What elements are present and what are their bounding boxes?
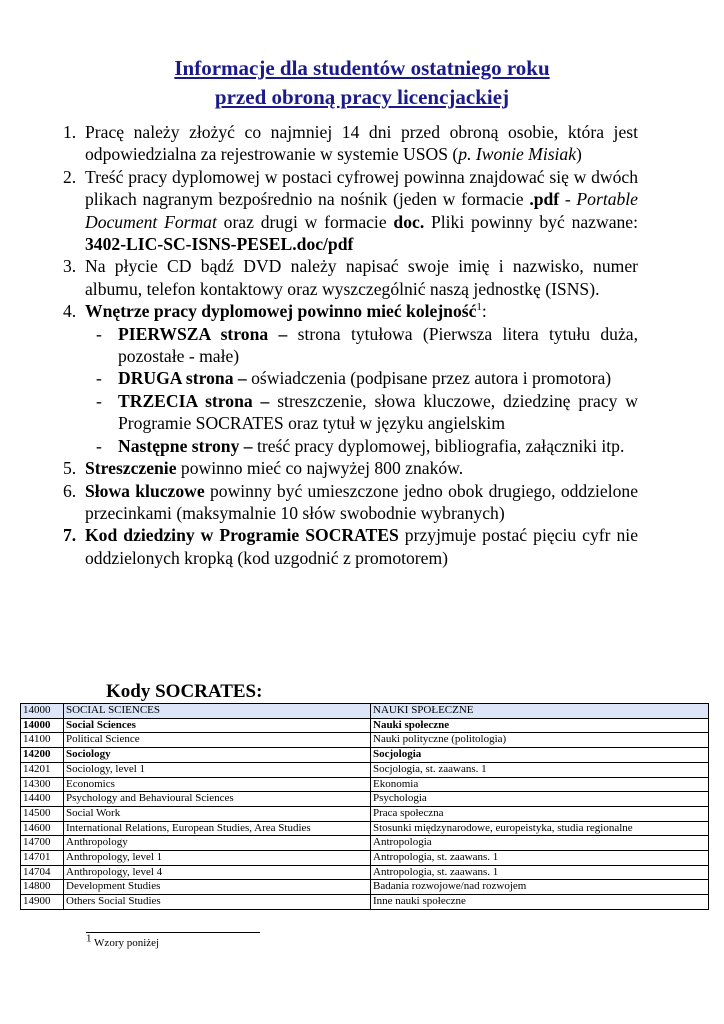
table-cell-pl: Ekonomia (371, 777, 709, 792)
table-cell-en: Psychology and Behavioural Sciences (64, 792, 371, 807)
table-cell-code: 14000 (21, 704, 64, 719)
table-cell-code: 14900 (21, 895, 64, 910)
table-cell-code: 14400 (21, 792, 64, 807)
table-cell-pl: Nauki polityczne (politologia) (371, 733, 709, 748)
table-row (21, 718, 709, 733)
sub-item-1: - PIERWSZA strona – strona tytułowa (Pierwsza litera tytułu duża, pozostałe - małe) (96, 323, 638, 367)
sub-item-2: - DRUGA strona – oświadczenia (podpisane przez autora i promotora) (96, 368, 612, 389)
table-cell-pl: Praca społeczna (371, 806, 709, 821)
table-cell-en: Sociology (64, 748, 371, 763)
table-cell-en: International Relations, European Studies, Area Studies (64, 821, 371, 836)
table-cell-en: Development Studies (64, 880, 371, 895)
table-cell-code: 14700 (21, 836, 64, 851)
table-cell-code: 14200 (21, 748, 64, 763)
table-cell-pl: Socjologia, st. zaawans. 1 (371, 762, 709, 777)
table-cell-en: Sociology, level 1 (64, 762, 371, 777)
table-cell-en: Economics (64, 777, 371, 792)
footnote: $^1$ Wzory poniżej (86, 932, 160, 949)
instructions-list (63, 121, 638, 569)
table-cell-code: 14201 (21, 762, 64, 777)
table-cell-pl: Antropologia, st. zaawans. 1 (371, 851, 709, 866)
table-cell-en: Social Sciences (64, 718, 371, 733)
table-cell-pl: Nauki społeczne (371, 718, 709, 733)
table-cell-code: 14100 (21, 733, 64, 748)
footnote-ref: 1 (476, 301, 482, 314)
list-item-5: 5. Streszczenie powinno mieć co najwyżej 800 znaków. (63, 458, 464, 479)
list-item-3: 3. Na płycie CD bądź DVD należy napisać swoje imię i nazwisko, numer albumu, telefon kontaktowy oraz wyszczególnić naszą jednostkę (ISNS). (63, 256, 638, 299)
table-cell-pl: Antropologia, st. zaawans. 1 (371, 865, 709, 880)
table-cell-code: 14000 (21, 718, 64, 733)
table-row (21, 806, 709, 821)
table-cell-pl: NAUKI SPOŁECZNE (371, 704, 709, 719)
table-cell-code: 14500 (21, 806, 64, 821)
sub-item-4: - Następne strony – treść pracy dyplomowej, bibliografia, załączniki itp. (96, 435, 625, 456)
table-cell-code: 14800 (21, 880, 64, 895)
table-cell-pl: Stosunki międzynarodowe, europeistyka, studia regionalne (371, 821, 709, 836)
table-cell-pl: Socjologia (371, 748, 709, 763)
title-line-2: przed obroną pracy licencjackiej (214, 85, 510, 109)
table-cell-en: Political Science (64, 733, 371, 748)
table-cell-code: 14701 (21, 851, 64, 866)
table-row (21, 880, 709, 895)
socrates-codes-table (20, 703, 709, 910)
table-cell-en: SOCIAL SCIENCES (64, 704, 371, 719)
table-row (21, 762, 709, 777)
list-item-7: 7. Kod dziedziny w Programie SOCRATES przyjmuje postać pięciu cyfr nie oddzielonych kropką (kod uzgodnić z promotorem) (63, 525, 639, 568)
table-row (21, 704, 709, 719)
table-row (21, 821, 709, 836)
table-row (21, 851, 709, 866)
table-cell-code: 14300 (21, 777, 64, 792)
table-cell-en: Anthropology (64, 836, 371, 851)
list-item-2: 2. Treść pracy dyplomowej w postaci cyfrowej powinna znajdować się w dwóch plikach nagranym bezpośrednio na nośnik (jeden w formacie .pdf - Portable Document Format oraz drugi w formacie doc. Pliki powinny być nazwane: 3402-LIC-SC-ISNS-PESEL.doc/pdf (63, 166, 638, 255)
footnote-separator (86, 932, 260, 933)
table-row (21, 733, 709, 748)
table-cell-en: Anthropology, level 1 (64, 851, 371, 866)
table-cell-code: 14600 (21, 821, 64, 836)
table-row (21, 865, 709, 880)
table-row (21, 792, 709, 807)
table-cell-pl: Antropologia (371, 836, 709, 851)
title-line-1: Informacje dla studentów ostatniego roku (174, 56, 550, 80)
table-cell-pl: Badania rozwojowe/nad rozwojem (371, 880, 709, 895)
table-row (21, 836, 709, 851)
list-item-4: 4. Wnętrze pracy dyplomowej powinno mieć kolejność$^1$: (63, 301, 487, 322)
table-cell-pl: Psychologia (371, 792, 709, 807)
codes-heading: Kody SOCRATES: (106, 681, 263, 702)
table-row (21, 895, 709, 910)
table-cell-en: Others Social Studies (64, 895, 371, 910)
table-cell-code: 14704 (21, 865, 64, 880)
table-cell-en: Anthropology, level 4 (64, 865, 371, 880)
table-cell-en: Social Work (64, 806, 371, 821)
table-row (21, 748, 709, 763)
list-item-6: 6. Słowa kluczowe powinny być umieszczone jedno obok drugiego, oddzielone przecinkami (maksymalnie 10 słów swobodnie wybranych) (63, 480, 639, 523)
sub-item-3: - TRZECIA strona – streszczenie, słowa kluczowe, dziedzinę pracy w Programie SOCRATES oraz tytuł w języku angielskim (96, 390, 638, 434)
table-row (21, 777, 709, 792)
table-cell-pl: Inne nauki społeczne (371, 895, 709, 910)
list-item-1: 1. Pracę należy złożyć co najmniej 14 dni przed obroną osobie, która jest odpowiedzialna za rejestrowanie w systemie USOS (p. Iwonie Misiak) (63, 122, 638, 165)
